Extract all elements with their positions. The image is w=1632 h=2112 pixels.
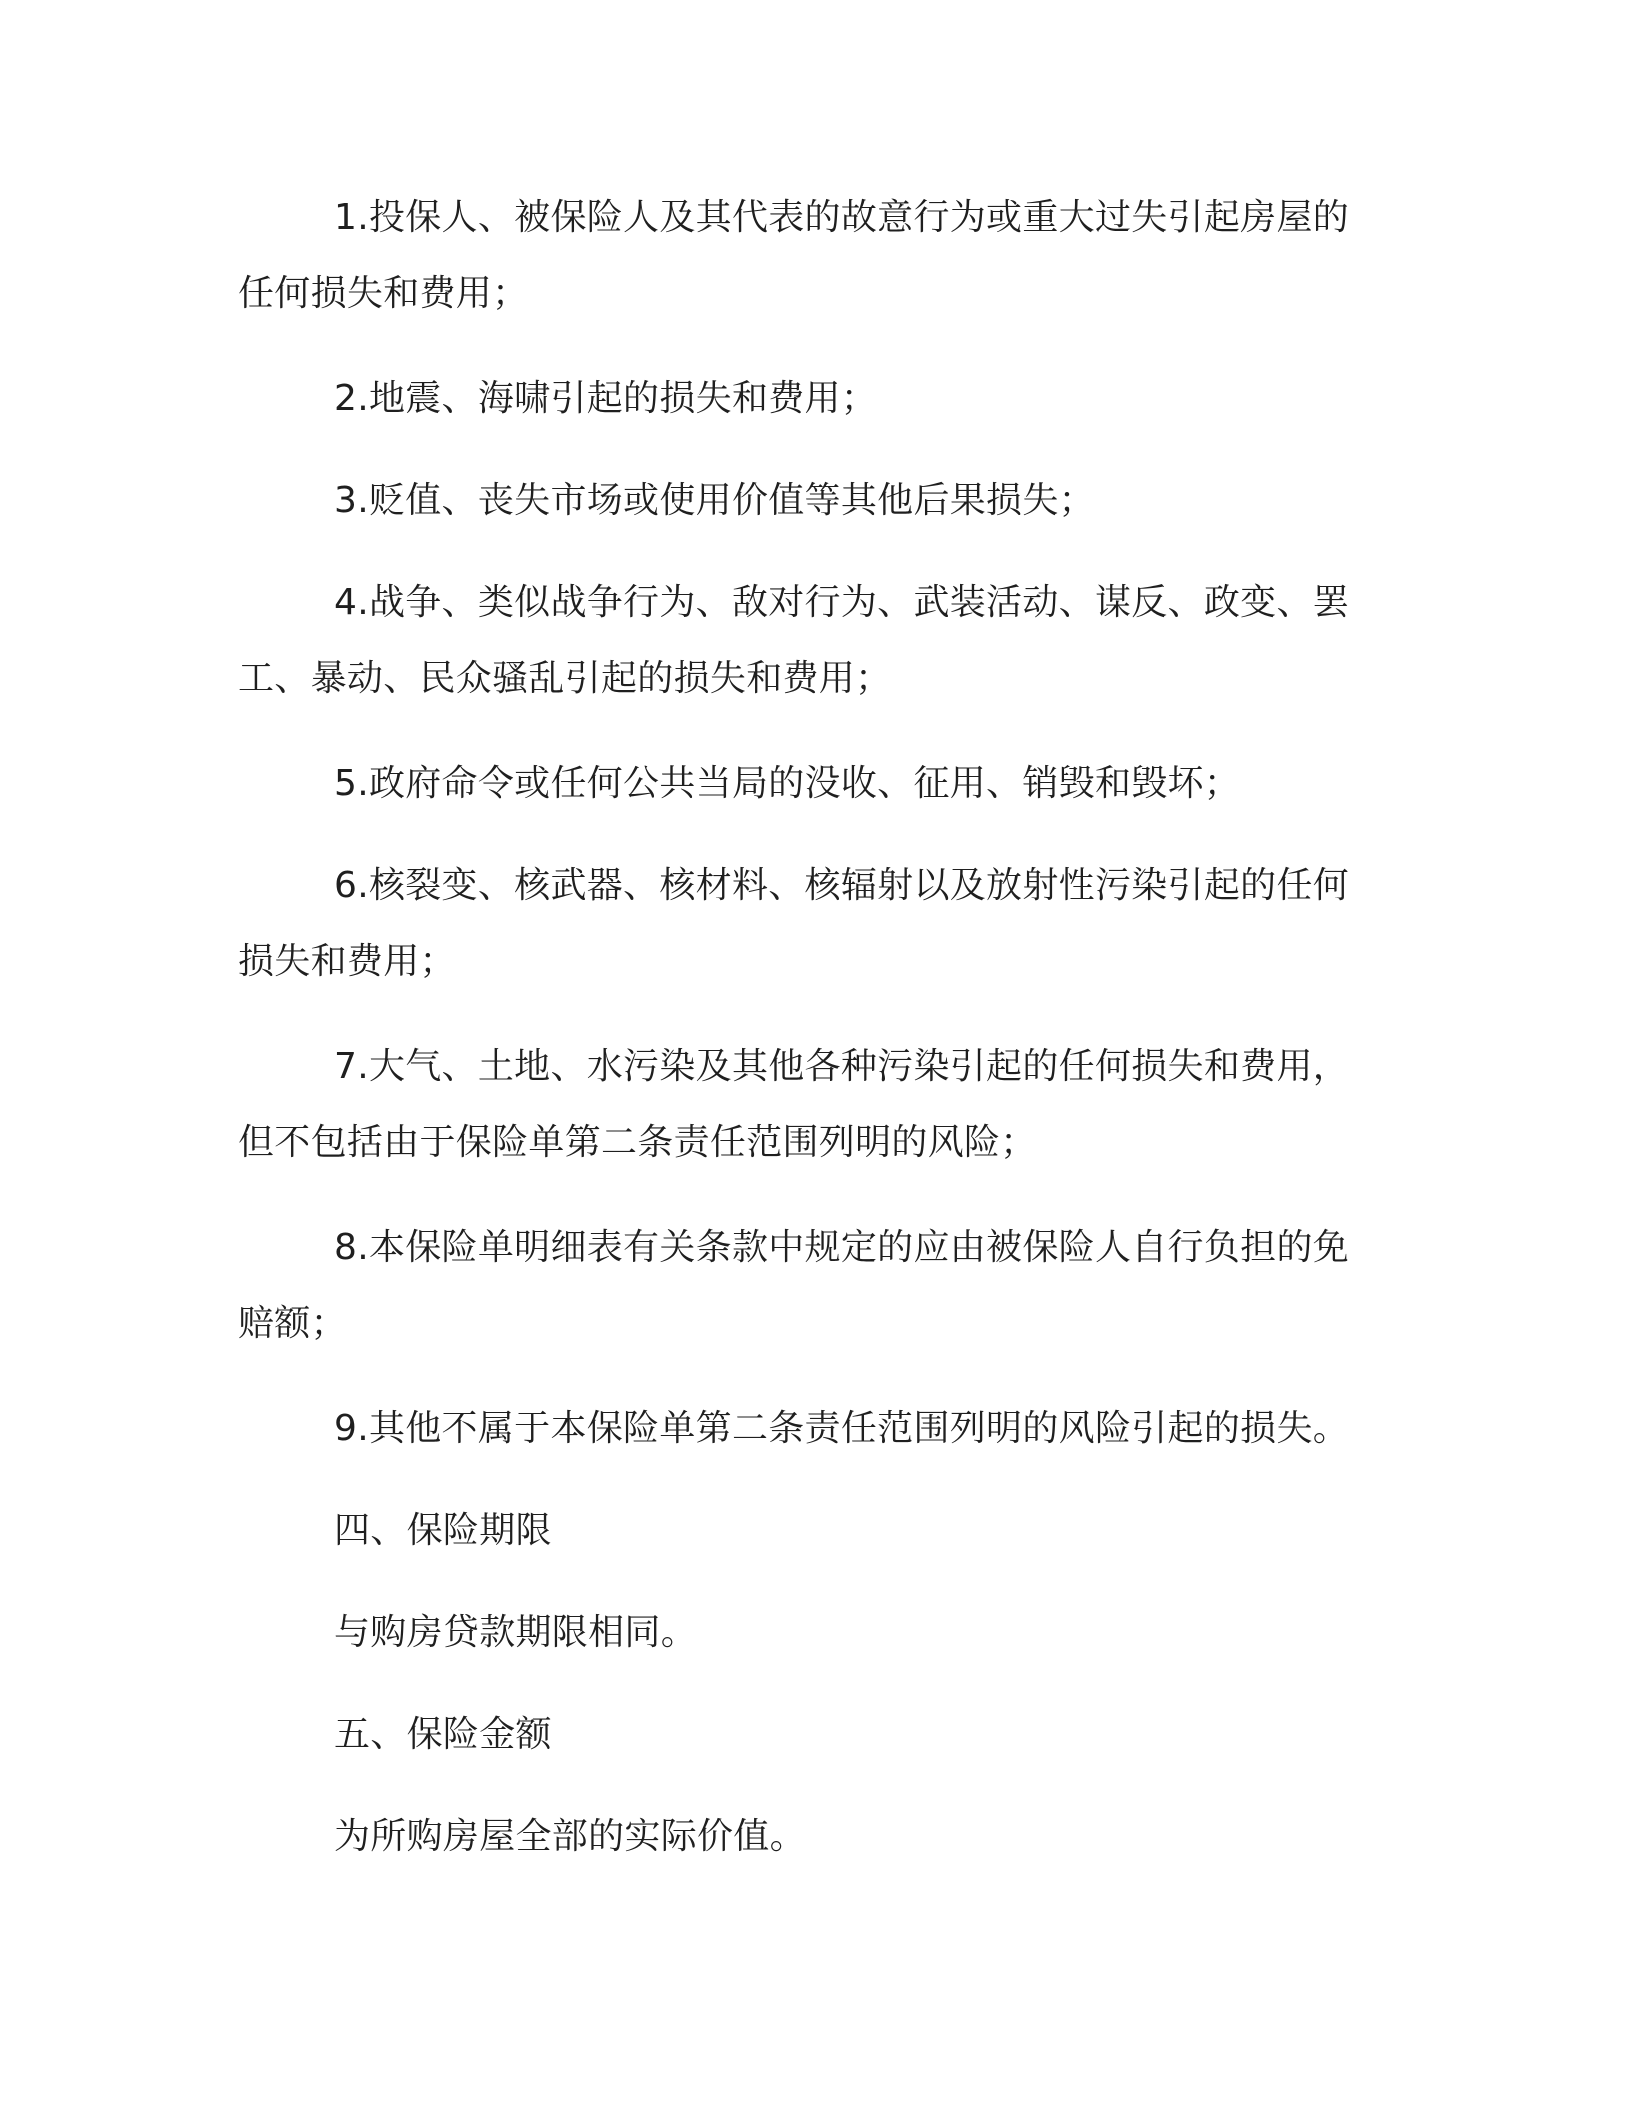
section-text-insurance-period: 与购房贷款期限相同。 [334,1612,698,1653]
section-text-insured-amount: 为所购房屋全部的实际价值。 [334,1816,806,1857]
section-heading-insured-amount: 五、保险金额 [334,1714,552,1755]
exclusion-item-3: 3.贬值、丧失市场或使用价值等其他后果损失； [334,480,1095,521]
exclusion-item-2: 2.地震、海啸引起的损失和费用； [334,378,878,419]
exclusion-item-5: 5.政府命令或任何公共当局的没收、征用、销毁和毁坏； [334,763,1241,804]
exclusion-item-6: 6.核裂变、核武器、核材料、核辐射以及放射性污染引起的任何损失和费用； [238,865,1350,982]
exclusion-item-1: 1.投保人、被保险人及其代表的故意行为或重大过失引起房屋的任何损失和费用； [238,197,1350,314]
exclusion-item-4: 4.战争、类似战争行为、敌对行为、武装活动、谋反、政变、罢工、暴动、民众骚乱引起的损失和费用； [238,582,1350,699]
section-heading-insurance-period: 四、保险期限 [334,1510,552,1551]
exclusion-item-8: 8.本保险单明细表有关条款中规定的应由被保险人自行负担的免赔额； [238,1227,1350,1344]
exclusion-item-9: 9.其他不属于本保险单第二条责任范围列明的风险引起的损失。 [334,1408,1350,1449]
exclusion-item-7: 7.大气、土地、水污染及其他各种污染引起的任何损失和费用，但不包括由于保险单第二条责任范围列明的风险； [238,1046,1350,1163]
